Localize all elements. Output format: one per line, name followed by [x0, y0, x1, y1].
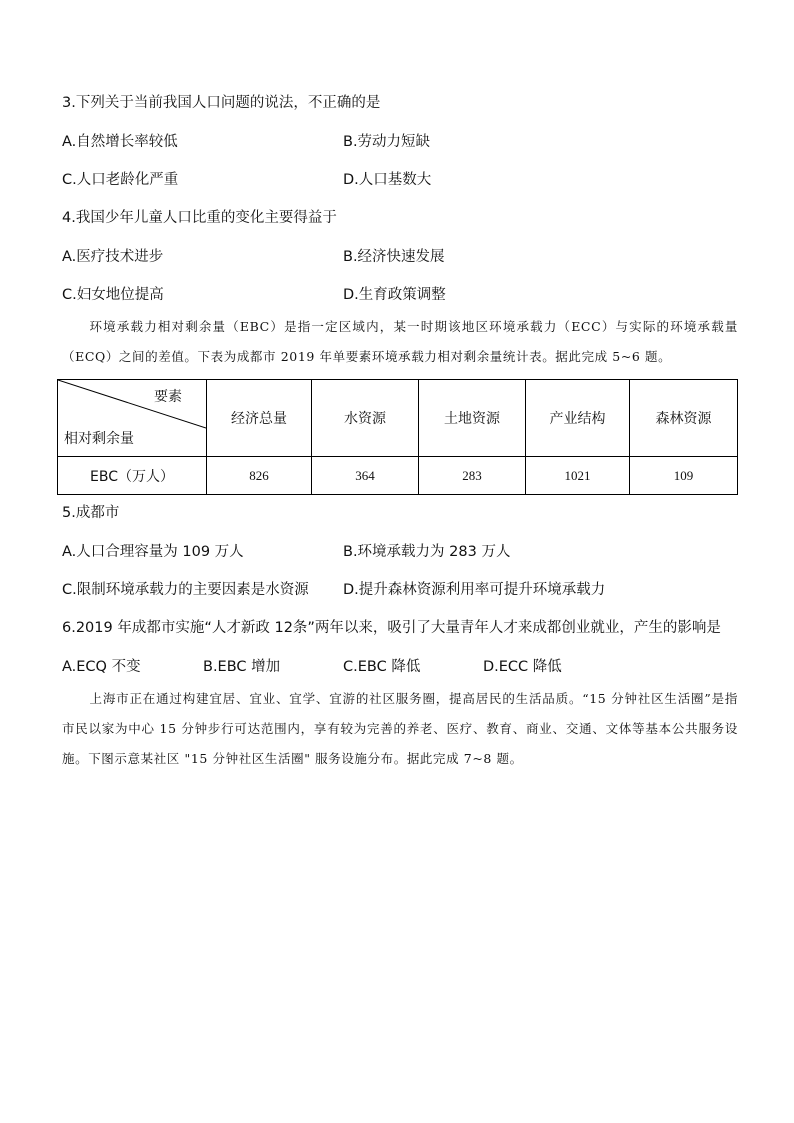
table-header-cell: 经济总量: [207, 380, 312, 457]
table-header-cell: 土地资源: [419, 380, 526, 457]
question-3: 3.下列关于当前我国人口问题的说法，不正确的是: [62, 95, 381, 111]
corner-label-bottom: 相对剩余量: [64, 431, 134, 447]
q6-option-d: D.ECC 降低: [483, 659, 562, 675]
table-header-cell: 水资源: [312, 380, 419, 457]
q6-option-a: A.ECQ 不变: [62, 659, 141, 675]
q4-option-c: C.妇女地位提高: [62, 287, 164, 303]
q5-option-d: D.提升森林资源利用率可提升环境承载力: [343, 582, 606, 598]
q5-option-c: C.限制环境承载力的主要因素是水资源: [62, 582, 309, 598]
table-header-cell: 森林资源: [630, 380, 738, 457]
question-5: 5.成都市: [62, 505, 120, 521]
question-4: 4.我国少年儿童人口比重的变化主要得益于: [62, 210, 337, 226]
table-cell: 826: [207, 457, 312, 495]
corner-label-top: 要素: [154, 389, 182, 405]
ebc-table: [57, 379, 738, 495]
q6-option-c: C.EBC 降低: [343, 659, 421, 675]
q3-option-a: A.自然增长率较低: [62, 134, 178, 150]
q4-option-a: A.医疗技术进步: [62, 249, 164, 265]
question-6: 6.2019 年成都市实施“人才新政 12条”两年以来，吸引了大量青年人才来成都创业就业，产生的影响是: [62, 620, 721, 636]
passage-ebc-intro: 环境承载力相对剩余量（EBC）是指一定区域内，某一时期该地区环境承载力（ECC）与实际的环境承载量（ECQ）之间的差值。下表为成都市 2019 年单要素环境承载力相对剩余量统计表。据此完成 5~6 题。: [62, 319, 738, 364]
q3-option-b: B.劳动力短缺: [343, 134, 431, 150]
q3-option-c: C.人口老龄化严重: [62, 172, 179, 188]
table-header-cell: 产业结构: [526, 380, 630, 457]
q6-option-b: B.EBC 增加: [203, 659, 281, 675]
table-cell: 364: [312, 457, 419, 495]
table-cell: 1021: [526, 457, 630, 495]
q4-option-d: D.生育政策调整: [343, 287, 446, 303]
table-cell: 283: [419, 457, 526, 495]
q5-option-b: B.环境承载力为 283 万人: [343, 544, 511, 560]
table-row: [58, 457, 738, 495]
table-corner-cell: [58, 380, 207, 457]
q3-option-d: D.人口基数大: [343, 172, 432, 188]
q4-option-b: B.经济快速发展: [343, 249, 445, 265]
table-header-row: [58, 380, 738, 457]
table-cell: 109: [630, 457, 738, 495]
table-row-label: EBC（万人）: [58, 457, 207, 495]
q5-option-a: A.人口合理容量为 109 万人: [62, 544, 244, 560]
passage-15min-community: 上海市正在通过构建宜居、宜业、宜学、宜游的社区服务圈，提高居民的生活品质。“15 分钟社区生活圈”是指市民以家为中心 15 分钟步行可达范围内，享有较为完善的养老、医疗、教育、商业、交通、文体等基本公共服务设施。下图示意某社区 "15 分钟社区生活圈" 服务设施分布。据此完成 7~8 题。: [62, 691, 738, 766]
